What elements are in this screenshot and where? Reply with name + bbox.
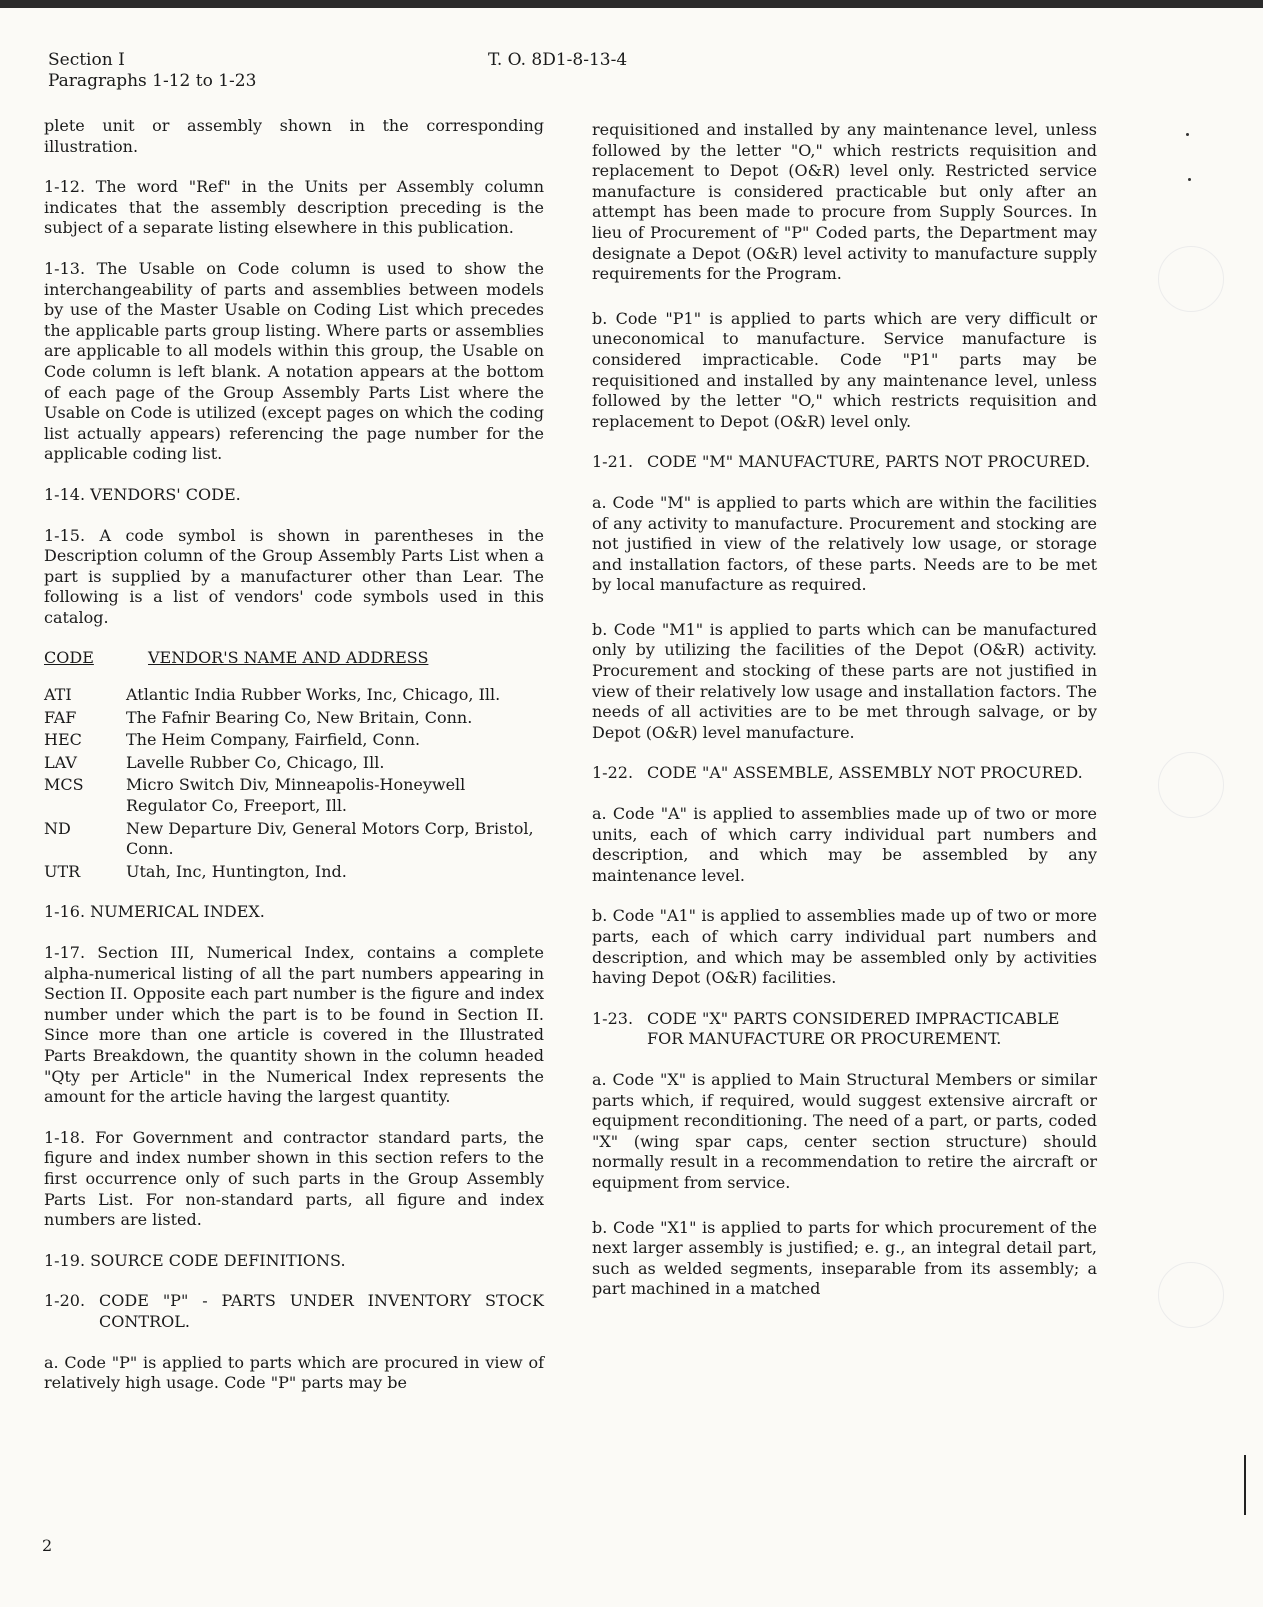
punch-hole-mark [1158,246,1224,312]
vendor-code: FAF [44,707,77,727]
section-label: Section I [48,50,125,70]
heading-text: CODE "X" PARTS CONSIDERED IMPRACTICABLE FOR MANUFACTURE OR PROCUREMENT. [647,1008,1060,1049]
paragraph-1-23a: a. Code "X" is applied to Main Structural Members or similar parts which, if required, would suggest extensive aircraft or equipment reconditioning. The need of a part, or parts, coded "X" (wing spar caps, center section structure) should normally result in a recommendation to retire the aircraft or equipment from service. [592,1069,1097,1192]
paragraph-1-23b: b. Code "X1" is applied to parts for which procurement of the next larger assembly is justified; e. g., an integral detail part, such as welded segments, inseparable from its assembly; a part machined in a matched [592,1217,1097,1299]
vendor-row [44,730,544,751]
vendor-row [44,753,544,774]
page-number: 2 [42,1536,53,1555]
vendor-code: ATI [44,685,72,705]
right-column [592,120,1097,1320]
paragraph-1-15: 1-15. A code symbol is shown in parentheses in the Description column of the Group Assembly Parts List when a part is supplied by a manufacturer other than Lear. The following is a list of vendors' code symbols used in this catalog. [44,525,544,627]
heading-1-16: 1-16. NUMERICAL INDEX. [44,902,265,922]
heading-1-20 [44,1291,544,1332]
paragraph-1-17: 1-17. Section III, Numerical Index, contains a complete alpha-numerical listing of all the part numbers appearing in Section II. Opposite each part number is the figure and index number under which the part is to be found in Section II. Since more than one article is covered in the Illustrated Parts Breakdown, the quantity shown in the column headed "Qty per Article" in the Numerical Index represents the amount for the article having the largest quantity. [44,943,544,1107]
vendor-code: MCS [44,775,84,795]
paragraph-1-21b: b. Code "M1" is applied to parts which can be manufactured only by utilizing the facilities of the Depot (O&R) activity. Procurement and stocking of these parts are not justified in view of their relatively low usage and installation factors. The needs of all activities are to be met through salvage, or by Depot (O&R) level manufacture. [592,619,1097,742]
page-header-left [48,50,256,92]
heading-1-23 [592,1009,1097,1050]
paragraph-1-13: 1-13. The Usable on Code column is used to show the interchangeability of parts and assemblies between models by use of the Master Usable on Coding List which precedes the applicable parts group listing. Where parts or assemblies are applicable to all models within this group, the Usable on Code column is left blank. A notation appears at the bottom of each page of the Group Assembly Parts List where the Usable on Code is utilized (except pages on which the coding list actually appears) referencing the page number for the applicable coding list. [44,258,544,464]
heading-text: CODE "P" - PARTS UNDER INVENTORY STOCK CONTROL. [99,1291,544,1331]
paragraph-continued: requisitioned and installed by any maintenance level, unless followed by the letter "O," which restricts requisition and replacement to Depot (O&R) level only. Restricted service manufacture is considered practicable but only after an attempt has been made to procure from Supply Sources. In lieu of Procurement of "P" Coded parts, the Department may designate a Depot (O&R) level activity to manufacture supply requirements for the Program. [592,120,1097,284]
vendor-code: ND [44,818,71,838]
technical-order-number: T. O. 8D1-8-13-4 [488,50,628,70]
vendor-name: Atlantic India Rubber Works, Inc, Chicago, Ill. [126,685,501,705]
vendor-code: LAV [44,752,77,772]
paragraph-1-12: 1-12. The word "Ref" in the Units per Assembly column indicates that the assembly description preceding is the subject of a separate listing elsewhere in this publication. [44,177,544,238]
heading-1-21 [592,452,1097,473]
vendor-row [44,862,544,883]
vendor-name: Utah, Inc, Huntington, Ind. [126,861,347,881]
heading-text: CODE "M" MANUFACTURE, PARTS NOT PROCURED. [647,452,1091,472]
vendor-code: HEC [44,730,82,750]
vendor-name: Lavelle Rubber Co, Chicago, Ill. [126,752,385,772]
paragraph-1-21a: a. Code "M" is applied to parts which are within the facilities of any activity to manufacture. Procurement and stocking are not justified in view of the relatively low usage, or storage and installation factors, of these parts. Needs are to be met by local manufacture as required. [592,492,1097,595]
vendor-code: UTR [44,861,81,881]
paragraph-range: Paragraphs 1-12 to 1-23 [48,71,257,91]
heading-number: 1-20. [44,1291,86,1311]
vendor-row [44,685,544,706]
vendor-name: Micro Switch Div, Minneapolis-Honeywell Regulator Co, Freeport, Ill. [126,775,466,816]
vendor-table [44,685,544,882]
heading-1-22 [592,763,1097,784]
vendor-name: The Fafnir Bearing Co, New Britain, Conn. [126,707,473,727]
scan-top-edge [0,0,1263,8]
paragraph-1-18: 1-18. For Government and contractor standard parts, the figure and index number shown in this section refers to the first occurrence only of such parts in the Group Assembly Parts List. For non-standard parts, all figure and index numbers are listed. [44,1127,544,1230]
vendor-name: New Departure Div, General Motors Corp, Bristol, Conn. [126,818,534,859]
vendor-name: The Heim Company, Fairfield, Conn. [126,730,421,750]
left-column [44,116,544,1414]
vendor-row [44,775,544,816]
heading-1-14: 1-14. VENDORS' CODE. [44,484,241,504]
paragraph-1-20a: a. Code "P" is applied to parts which are procured in view of relatively high usage. Code "P" parts may be [44,1352,544,1393]
heading-number: 1-22. [592,763,634,783]
vendor-table-header [44,648,544,669]
punch-hole-mark [1158,1262,1224,1328]
vendor-row [44,708,544,729]
paragraph-1-20b: b. Code "P1" is applied to parts which are very difficult or uneconomical to manufacture. Service manufacture is considered impracticable. Code "P1" parts may be requisitioned and installed by any maintenance level, unless followed by the letter "O," which restricts requisition and replacement to Depot (O&R) level only. [592,308,1097,431]
vendor-name-header: VENDOR'S NAME AND ADDRESS [148,648,429,668]
heading-1-19: 1-19. SOURCE CODE DEFINITIONS. [44,1250,346,1270]
scan-speck [1188,178,1191,181]
paragraph-1-22b: b. Code "A1" is applied to assemblies made up of two or more parts, each of which carry individual part numbers and description, and which may be assembled only by activities having Depot (O&R) facilities. [592,906,1097,988]
scan-margin-mark [1244,1455,1246,1515]
scan-speck [1186,133,1189,136]
punch-hole-mark [1158,752,1224,818]
paragraph-1-22a: a. Code "A" is applied to assemblies made up of two or more units, each of which carry individual part numbers and description, and which may be assembled by any maintenance level. [592,804,1097,885]
heading-number: 1-21. [592,452,634,472]
heading-text: CODE "A" ASSEMBLE, ASSEMBLY NOT PROCURED. [647,763,1083,783]
heading-number: 1-23. [592,1008,634,1028]
paragraph-continued: plete unit or assembly shown in the corresponding illustration. [44,116,544,156]
vendor-row [44,819,544,860]
vendor-code-header: CODE [44,648,94,668]
